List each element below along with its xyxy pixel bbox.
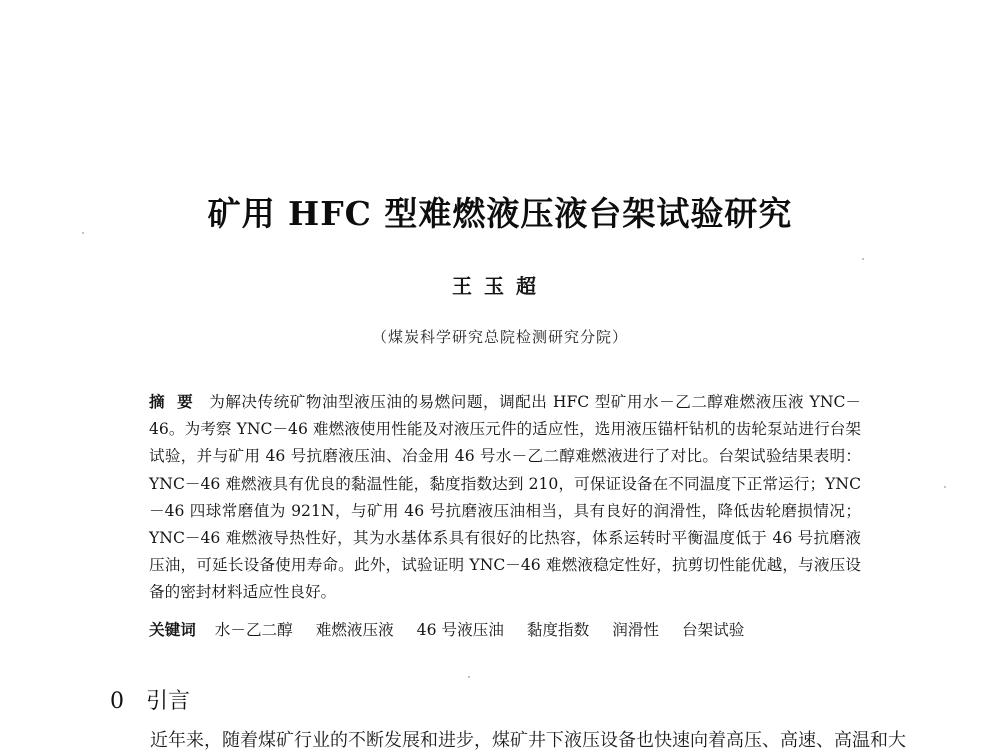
keywords-label: 关键词 xyxy=(149,621,196,639)
abstract-label: 摘要 xyxy=(149,393,206,411)
keyword-item: 46 号液压油 xyxy=(416,621,504,639)
abstract-block xyxy=(149,389,861,607)
scan-speck xyxy=(82,232,84,234)
scan-speck xyxy=(944,486,946,488)
keyword-item: 难燃液压液 xyxy=(315,621,394,639)
section-heading xyxy=(110,684,190,715)
keyword-item: 润滑性 xyxy=(612,621,659,639)
body-paragraph: 近年来，随着煤矿行业的不断发展和进步，煤矿井下液压设备也快速向着高压、高速、高温和大 xyxy=(150,730,906,751)
scan-speck xyxy=(468,676,470,678)
paper-title: 矿用 HFC 型难燃液压液台架试验研究 xyxy=(207,194,793,233)
abstract-text: 为解决传统矿物油型液压油的易燃问题，调配出 HFC 型矿用水－乙二醇难燃液压液 YNC－46。为考察 YNC－46 难燃液使用性能及对液压元件的适应性，选用液压锚杆钻机的齿轮泵站进行台架试验，并与矿用 46 号抗磨液压油、冶金用 46 号水－乙二醇难燃液进行了对比。台架试验结果表明：YNC－46 难燃液具有优良的黏温性能，黏度指数达到 210，可保证设备在不同温度下正常运行；YNC－46 四球常磨值为 921N，与矿用 46 号抗磨液压油相当，具有良好的润滑性，降低齿轮磨损情况；YNC－46 难燃液导热性好，其为水基体系具有很好的比热容，体系运转时平衡温度低于 46 号抗磨液压油，可延长设备使用寿命。此外，试验证明 YNC－46 难燃液稳定性好，抗剪切性能优越，与液压设备的密封材料适应性良好。 xyxy=(149,393,861,602)
author-name: 王玉超 xyxy=(452,274,548,298)
keyword-item: 水－乙二醇 xyxy=(214,621,293,639)
keyword-item: 台架试验 xyxy=(681,621,745,639)
keywords-block xyxy=(149,617,869,644)
scan-speck xyxy=(862,258,864,260)
section-title: 引言 xyxy=(146,689,191,714)
keyword-item: 黏度指数 xyxy=(526,621,590,639)
section-number: 0 xyxy=(110,689,124,714)
author-affiliation: （煤炭科学研究总院检测研究分院） xyxy=(371,328,628,346)
